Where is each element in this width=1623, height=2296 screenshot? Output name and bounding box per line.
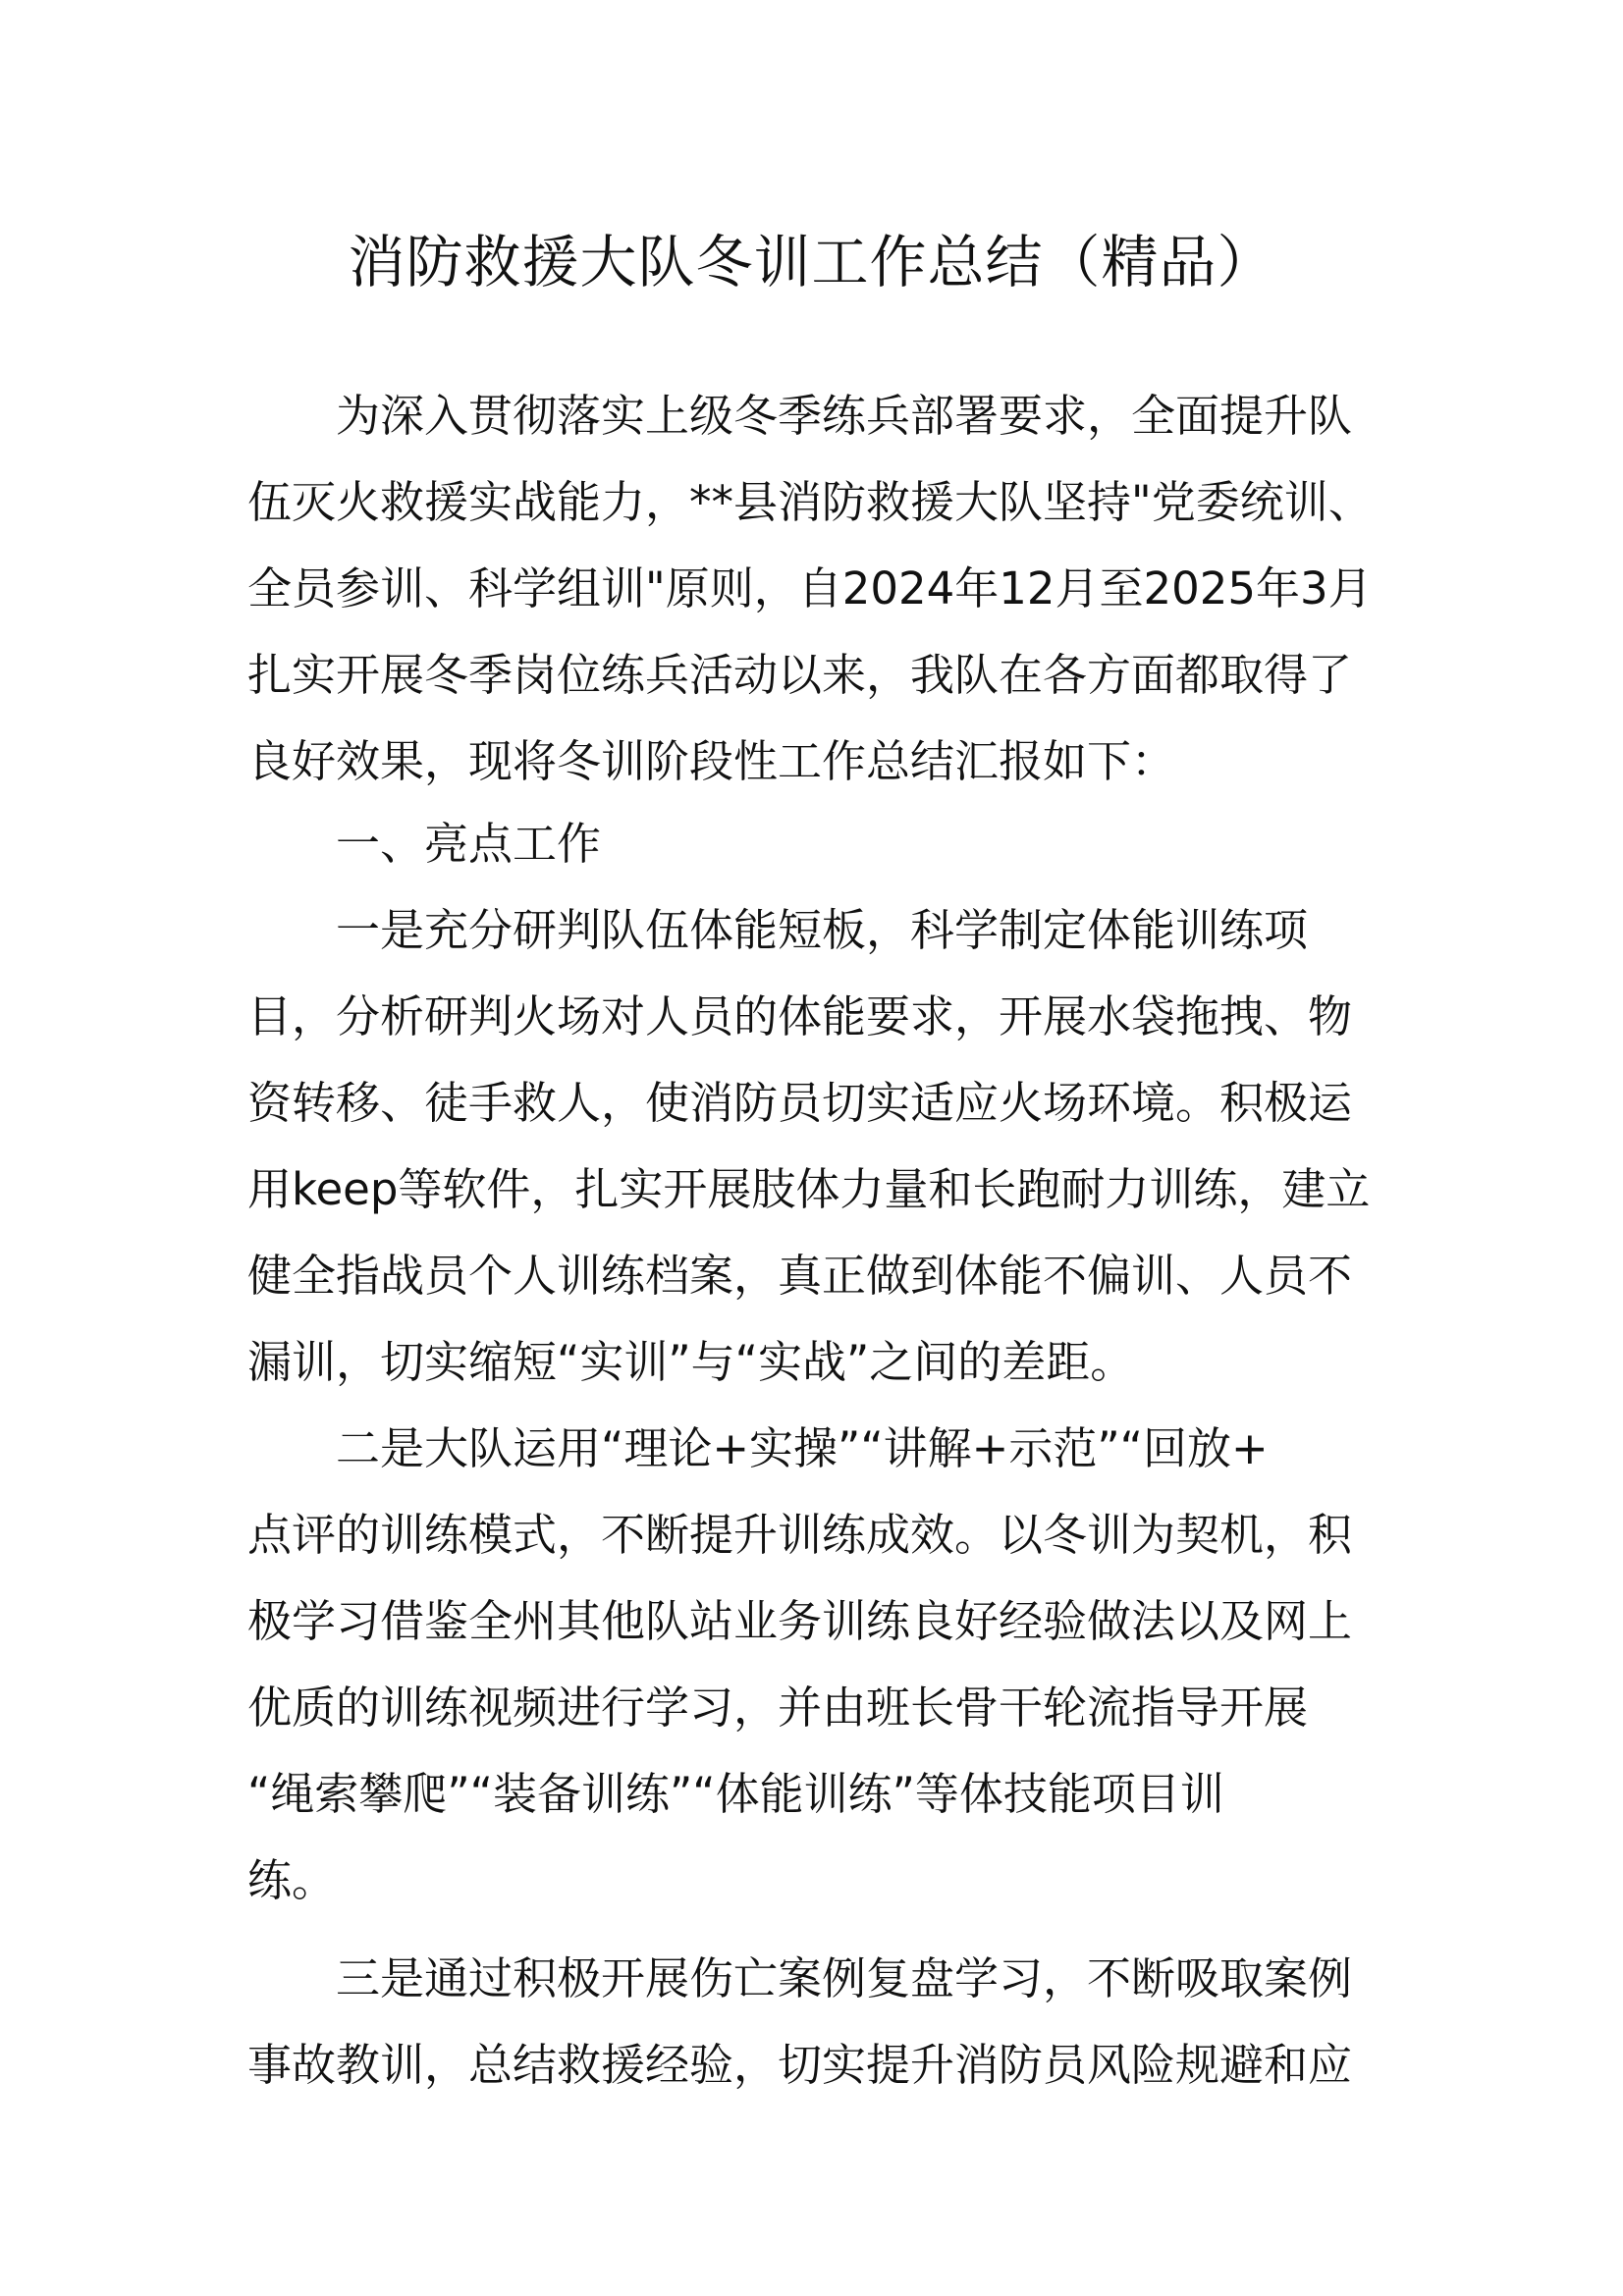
text-line: 三是通过积极开展伤亡案例复盘学习，不断吸取案例 (336, 1952, 1353, 2004)
paragraph-intro (247, 373, 1377, 805)
heading-line: 一、亮点工作 (336, 818, 602, 870)
text-line: 健全指战员个人训练档案，真正做到体能不偏训、人员不 (247, 1250, 1353, 1302)
text-line: 全员参训、科学组训"原则，自2024年12月至2025年3月 (247, 562, 1373, 614)
paragraph-point-3 (247, 1936, 1377, 2109)
text-line: 一是充分研判队伍体能短板，科学制定体能训练项 (336, 904, 1309, 956)
paragraph-point-2 (247, 1406, 1377, 1924)
text-line: 二是大队运用“理论+实操”“讲解+示范”“回放+ (336, 1422, 1269, 1474)
text-line: 极学习借鉴全州其他队站业务训练良好经验做法以及网上 (247, 1595, 1353, 1647)
text-line: 事故教训，总结救援经验，切实提升消防员风险规避和应 (247, 2039, 1353, 2091)
text-line: 练。 (247, 1854, 337, 1906)
text-line: 良好效果，现将冬训阶段性工作总结汇报如下： (247, 735, 1176, 787)
text-line: 伍灭火救援实战能力，**县消防救援大队坚持"党委统训、 (247, 476, 1373, 528)
text-line: 点评的训练模式，不断提升训练成效。以冬训为契机，积 (247, 1509, 1353, 1561)
page-title: 消防救援大队冬训工作总结（精品） (348, 229, 1275, 295)
text-line: “绳索攀爬”“装备训练”“体能训练”等体技能项目训 (247, 1768, 1224, 1820)
text-line: 漏训，切实缩短“实训”与“实战”之间的差距。 (247, 1336, 1135, 1388)
text-line: 资转移、徒手救人，使消防员切实适应火场环境。积极运 (247, 1077, 1353, 1129)
text-line: 目，分析研判火场对人员的体能要求，开展水袋拖拽、物 (247, 990, 1353, 1042)
section-heading (247, 801, 1377, 887)
text-line: 用keep等软件，扎实开展肢体力量和长跑耐力训练，建立 (247, 1163, 1371, 1215)
paragraph-point-1 (247, 887, 1377, 1406)
text-line: 优质的训练视频进行学习，并由班长骨干轮流指导开展 (247, 1682, 1309, 1734)
text-line: 扎实开展冬季岗位练兵活动以来，我队在各方面都取得了 (247, 649, 1353, 701)
text-line: 为深入贯彻落实上级冬季练兵部署要求，全面提升队 (336, 390, 1353, 442)
